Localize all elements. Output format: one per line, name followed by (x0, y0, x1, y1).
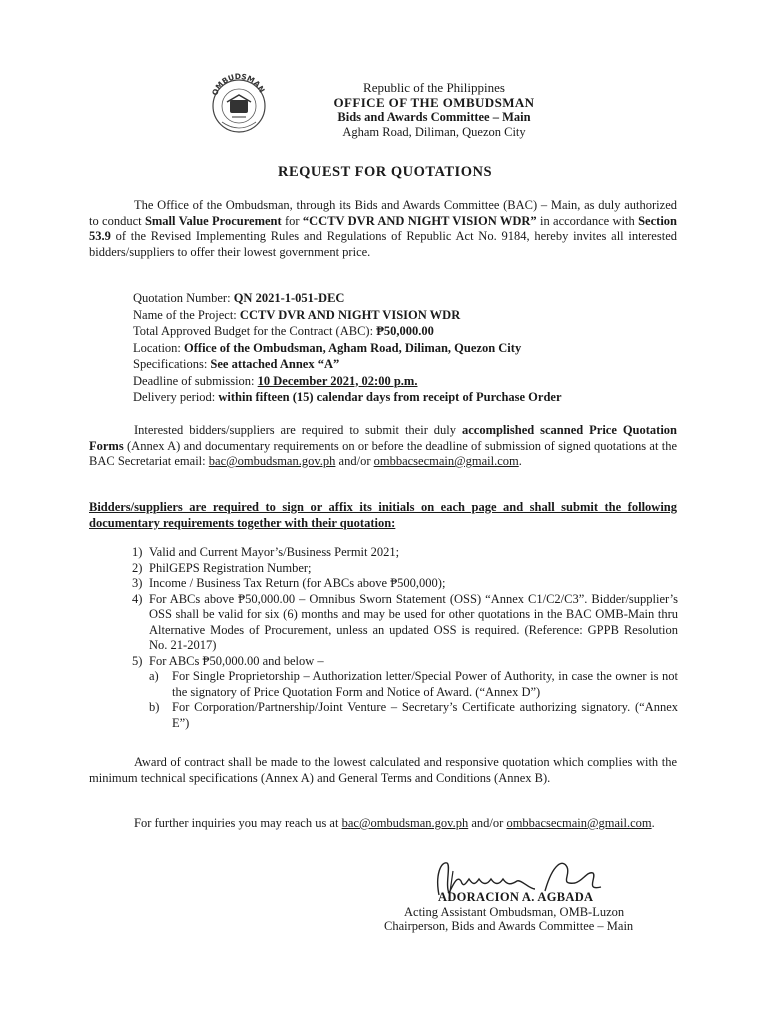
letterhead-committee: Bids and Awards Committee – Main (337, 110, 531, 124)
award-paragraph (89, 755, 677, 786)
inquiries-text-1: For further inquiries you may reach us at (134, 816, 342, 830)
award-text: Award of contract shall be made to the lowest calculated and responsive quotation which complies with the minimum technical specifications (Annex A) and General Terms and Conditions (Annex B). (89, 755, 677, 785)
intro-section: Section 53.9 (89, 213, 677, 243)
email-link-secmain[interactable]: ombbacsecmain@gmail.com (373, 454, 519, 468)
signatory-committee-role: Chairperson, Bids and Awards Committee – Main (384, 919, 634, 933)
intro-procurement-mode: Small Value Procurement (144, 213, 282, 228)
detail-value: Office of the Ombudsman, Agham Road, Diliman, Quezon City (184, 340, 522, 355)
list-text: For ABCs ₱50,000.00 and below – (149, 653, 324, 668)
list-text: Valid and Current Mayor’s/Business Permit 2021; (149, 545, 400, 559)
intro-text-3: in accordance with (536, 213, 639, 228)
detail-label: Name of the Project: (133, 307, 240, 322)
detail-label: Specifications: (133, 357, 211, 371)
list-text: For Single Proprietorship – Authorization letter/Special Power of Authority, in case the owner is not the signatory of Price Quotation Form and Notice of Award. (“Annex D”) (172, 669, 678, 699)
detail-value: CCTV DVR AND NIGHT VISION WDR (239, 307, 461, 322)
ombudsman-seal-logo (208, 72, 270, 138)
list-number: 3) (132, 576, 143, 590)
signatory-position: Acting Assistant Ombudsman, OMB-Luzon (404, 905, 625, 919)
detail-label: Location: (133, 340, 185, 355)
detail-deadline (133, 373, 693, 390)
list-text: For ABCs above ₱50,000.00 – Omnibus Sworn Statement (OSS) “Annex C1/C2/C3”. Bidder/supplier’s OSS shall be valid for six (6) months and may be used for other quotations in the BAC OMB-Main thru Alternative Modes of Procurement, unless an updated OSS is required. (Reference: GPPB Resolution No. 21-2017) (149, 591, 678, 652)
letterhead (300, 80, 568, 140)
inquiries-paragraph (89, 816, 677, 832)
inquiries-text-3: . (651, 816, 655, 830)
list-item (132, 654, 678, 670)
intro-project-name: “CCTV DVR AND NIGHT VISION WDR” (302, 213, 537, 228)
detail-value: 10 December 2021, 02:00 p.m. (257, 373, 418, 388)
detail-value: See attached Annex “A” (210, 357, 340, 371)
list-number: 2) (132, 560, 143, 575)
requirements-notice: Bidders/suppliers are required to sign or affix its initials on each page and shall submit the following documentary requirements together with their quotation: (89, 500, 677, 530)
detail-value: within fifteen (15) calendar days from receipt of Purchase Order (218, 390, 562, 404)
requirements-list (132, 545, 678, 731)
detail-label: Quotation Number: (133, 291, 234, 305)
sub-list-item (132, 669, 678, 700)
intro-text-2: for (281, 213, 303, 228)
svg-text:OMBUDSMAN (210, 72, 266, 97)
list-number: a) (149, 669, 159, 683)
detail-value: ₱50,000.00 (376, 324, 434, 338)
intro-paragraph (89, 198, 677, 260)
intro-text-1: The Office of the Ombudsman, through its Bids and Awards Committee (BAC) – Main, as duly authorized to conduct (89, 198, 677, 228)
submission-text-2: (Annex A) and documentary requirements on or before the deadline of submission of signed quotations at the BAC Secretariat email: (89, 438, 677, 468)
detail-label: Total Approved Budget for the Contract (ABC): (133, 324, 377, 338)
list-text: PhilGEPS Registration Number; (149, 560, 312, 575)
detail-project-name (133, 307, 693, 324)
inquiries-text-2: and/or (468, 816, 507, 830)
letterhead-country: Republic of the Philippines (363, 80, 505, 95)
intro-text-4: of the Revised Implementing Rules and Regulations of Republic Act No. 9184, hereby invites all interested bidders/suppliers to offer their lowest government price. (89, 229, 677, 259)
detail-label: Deadline of submission: (133, 373, 258, 388)
submission-forms: accomplished scanned Price Quotation Forms (89, 423, 677, 453)
document-title: REQUEST FOR QUOTATIONS (277, 164, 493, 180)
detail-quotation-number (133, 290, 693, 307)
list-number: 1) (132, 545, 143, 559)
list-text: Income / Business Tax Return (for ABCs above ₱500,000); (149, 576, 446, 590)
submission-text-1: Interested bidders/suppliers are required to submit their duly (134, 423, 462, 437)
submission-paragraph (89, 423, 677, 470)
letterhead-address: Agham Road, Diliman, Quezon City (342, 125, 526, 139)
submission-text-3: and/or (335, 454, 374, 468)
list-item (132, 576, 678, 592)
list-item (132, 592, 678, 654)
seal-text: OMBUDSMAN (210, 72, 267, 97)
sub-list-item (132, 700, 678, 731)
signatory-name: ADORACION A. AGBADA (438, 890, 594, 904)
detail-value: QN 2021-1-051-DEC (233, 291, 345, 305)
email-link-secmain[interactable]: ombbacsecmain@gmail.com (506, 816, 652, 830)
list-number: b) (149, 700, 160, 714)
list-text: For Corporation/Partnership/Joint Venture – Secretary’s Certificate authorizing signatory. (“Annex E”) (172, 700, 678, 730)
detail-label: Delivery period: (133, 390, 219, 404)
quotation-details (133, 290, 693, 406)
list-item (132, 545, 678, 561)
letterhead-office: OFFICE OF THE OMBUDSMAN (333, 95, 535, 110)
detail-specifications (133, 356, 693, 373)
email-link-bac[interactable]: bac@ombudsman.gov.ph (341, 816, 469, 830)
detail-delivery-period (133, 389, 693, 406)
detail-location (133, 340, 693, 357)
submission-text-4: . (518, 454, 522, 468)
detail-abc (133, 323, 693, 340)
email-link-bac[interactable]: bac@ombudsman.gov.ph (208, 454, 336, 468)
list-number: 4) (132, 591, 143, 606)
list-item (132, 561, 678, 577)
list-number: 5) (132, 653, 143, 668)
